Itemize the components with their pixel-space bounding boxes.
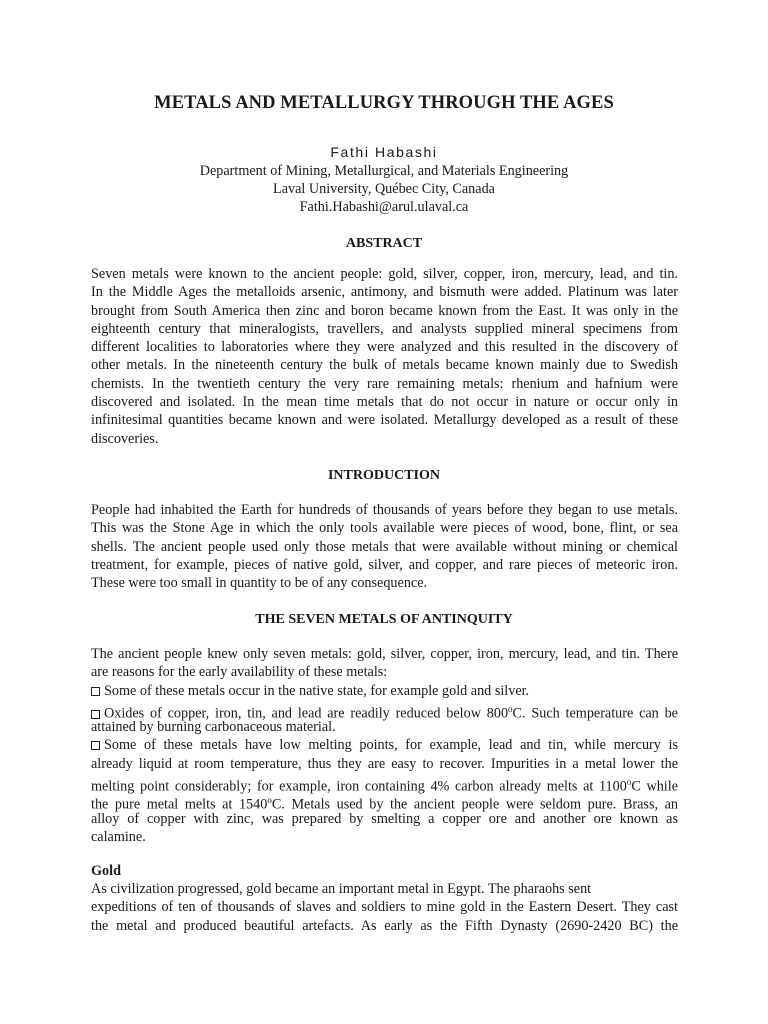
- bullet-continuation: attained by burning carbonaceous material.: [91, 719, 336, 736]
- introduction-line: shells. The ancient people used only those metals that were available without mining or chemical: [91, 538, 678, 555]
- checkbox-bullet-icon: [91, 687, 100, 696]
- introduction-line: treatment, for example, pieces of native gold, silver, and copper, and rare pieces of meteoric iron.: [91, 556, 678, 573]
- abstract-line: brought from South America then zinc and boron became known from the East. It was only in the: [91, 302, 678, 319]
- affiliation-department: Department of Mining, Metallurgical, and Materials Engineering: [199, 163, 569, 179]
- abstract-heading: ABSTRACT: [345, 236, 423, 251]
- introduction-line: This was the Stone Age in which the only tools available were pieces of wood, bone, flint, or sea: [91, 520, 678, 537]
- abstract-line: other metals. In the nineteenth century the bulk of metals became known mainly due to Swedish: [91, 357, 678, 374]
- introduction-line: These were too small in quantity to be of any consequence.: [91, 575, 428, 592]
- gold-heading: Gold: [91, 863, 121, 879]
- abstract-line: different localities to laboratories where they were analyzed and this resulted in the discovery of: [91, 339, 678, 356]
- introduction-heading: INTRODUCTION: [327, 468, 440, 483]
- gold-line: the metal and produced beautiful artefacts. As early as the Fifth Dynasty (2690-2420 BC) the: [91, 917, 678, 934]
- paper-title: METALS AND METALLURGY THROUGH THE AGES: [154, 93, 614, 113]
- seven-metals-line: The ancient people knew only seven metals: gold, silver, copper, iron, mercury, lead, and tin. There: [91, 646, 678, 662]
- abstract-line: discoveries.: [91, 430, 159, 447]
- introduction-line: People had inhabited the Earth for hundreds of thousands of years before they began to use metals.: [91, 502, 678, 518]
- seven-metals-heading: THE SEVEN METALS OF ANTINQUITY: [255, 612, 513, 627]
- affiliation-email: Fathi.Habashi@arul.ulaval.ca: [299, 199, 469, 215]
- abstract-paragraph: [91, 265, 678, 448]
- abstract-line: Seven metals were known to the ancient people: gold, silver, copper, iron, mercury, lead, and tin.: [91, 266, 678, 282]
- bullet-continuation: melting point considerably; for example, iron containing 4% carbon already melts at 1100$^o$C while: [91, 777, 678, 795]
- bullet-item: Some of these metals occur in the native state, for example gold and silver.: [91, 682, 678, 700]
- abstract-line: discovered and isolated. In the mean time metals that do not occur in nature or occur only in: [91, 394, 678, 411]
- bullet-item: Oxides of copper, iron, tin, and lead are readily reduced below 800$^o$C. Such temperature can be: [91, 700, 678, 718]
- abstract-line: eighteenth century that mineralogists, travellers, and analysts supplied mineral specimens from: [91, 320, 678, 337]
- gold-line: expeditions of ten of thousands of slaves and soldiers to mine gold in the Eastern Desert. They cast: [91, 899, 678, 916]
- seven-metals-line: are reasons for the early availability of these metals:: [91, 664, 388, 681]
- abstract-line: In the Middle Ages the metalloids arsenic, antimony, and bismuth were added. Platinum was later: [91, 284, 678, 301]
- abstract-line: infinitesimal quantities became known and were isolated. Metallurgy developed as a result of these: [91, 412, 678, 429]
- bullet-continuation: the pure metal melts at 1540$^o$C. Metals used by the ancient people were seldom pure. Brass, an: [91, 795, 678, 814]
- bullet-item: Some of these metals have low melting points, for example, lead and tin, while mercury is: [91, 736, 678, 754]
- affiliation-university: Laval University, Québec City, Canada: [273, 181, 495, 197]
- seven-metals-paragraph: [91, 645, 678, 846]
- bullet-continuation: alloy of copper with zinc, was prepared by smelting a copper ore and another ore known as: [91, 810, 678, 827]
- abstract-line: chemists. In the twentieth century the very rare remaining metals: rhenium and hafnium were: [91, 375, 678, 392]
- bullet-continuation: already liquid at room temperature, thus they are easy to recover. Impurities in a metal lower the: [91, 755, 678, 772]
- checkbox-bullet-icon: [91, 741, 100, 750]
- bullet-continuation: calamine.: [91, 828, 146, 845]
- gold-paragraph: [91, 880, 678, 935]
- author-name: Fathi Habashi: [330, 144, 438, 160]
- introduction-paragraph: [91, 501, 678, 592]
- gold-line: As civilization progressed, gold became an important metal in Egypt. The pharaohs sent: [91, 881, 592, 897]
